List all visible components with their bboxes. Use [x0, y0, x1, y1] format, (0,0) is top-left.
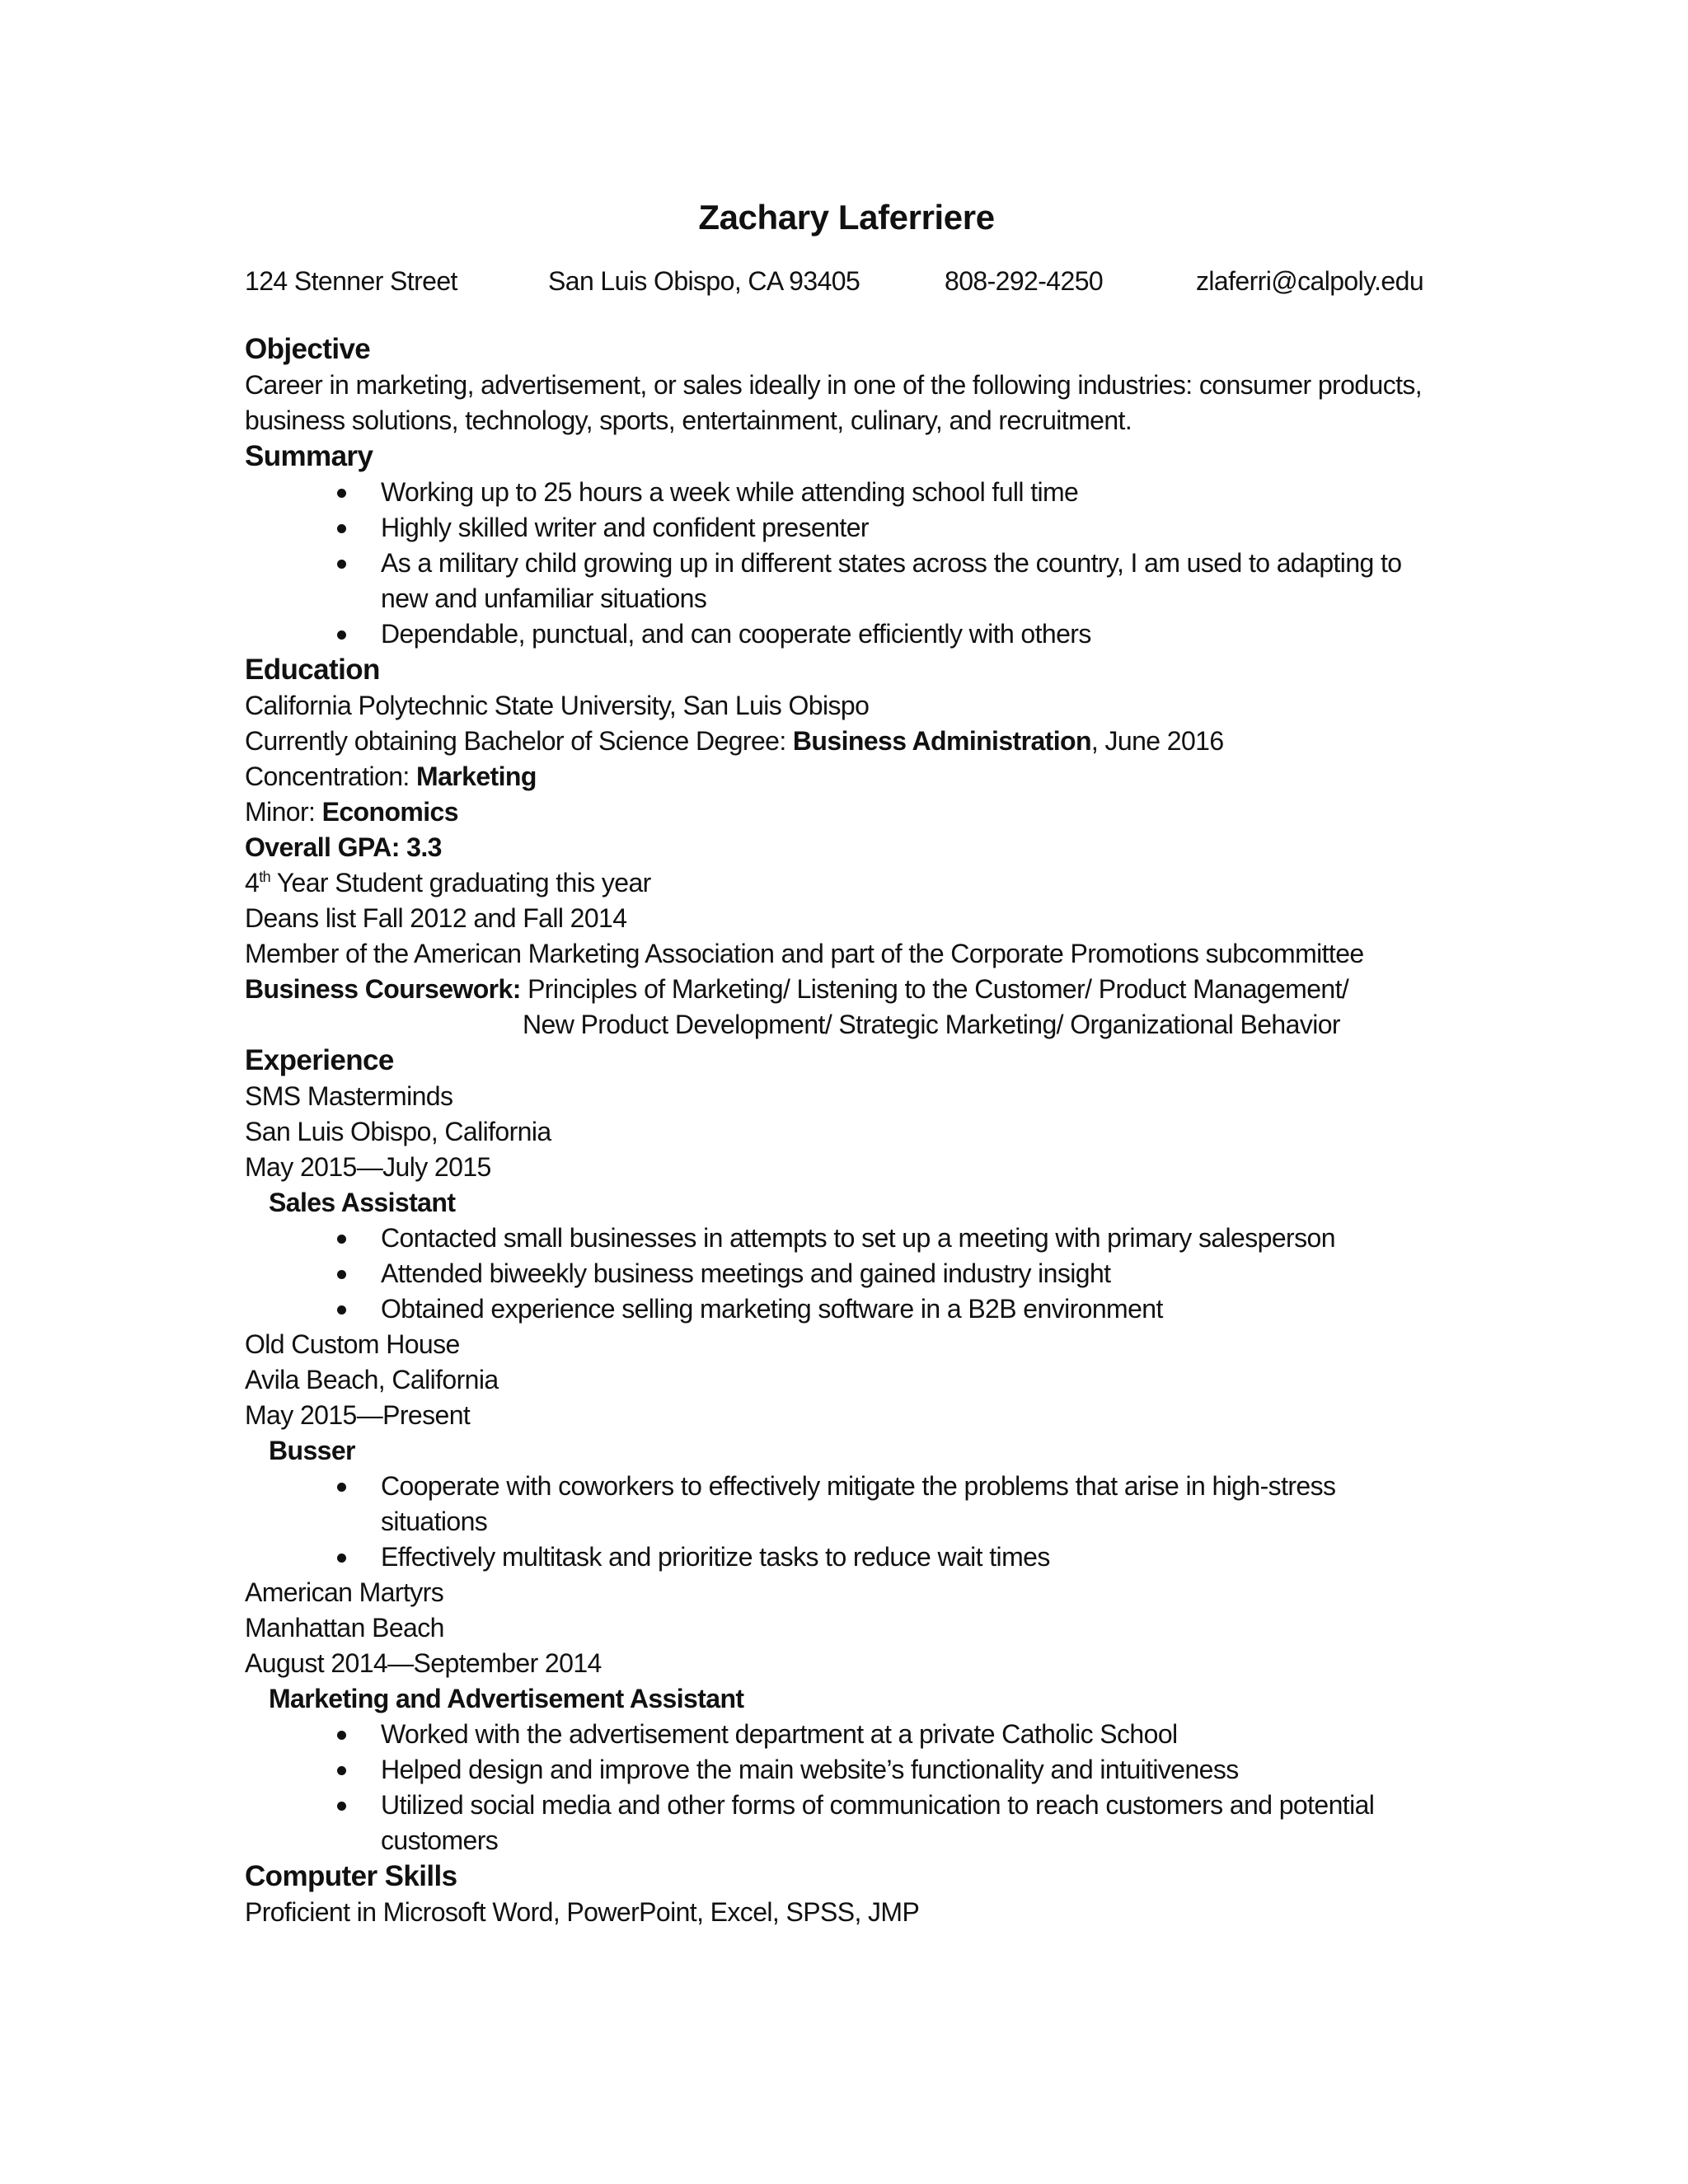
- education-section: [245, 652, 1448, 1043]
- job-duty-text: Effectively multitask and prioritize tasks to reduce wait times: [381, 1542, 1050, 1572]
- summary-item: [381, 475, 1448, 510]
- skills-heading: Computer Skills: [245, 1860, 457, 1892]
- degree-major: Business Administration: [792, 726, 1091, 756]
- education-minor: [245, 794, 1448, 830]
- experience-section: [245, 1043, 1448, 1858]
- bullet-icon: [337, 1235, 346, 1244]
- job-role: Marketing and Advertisement Assistant: [269, 1684, 744, 1713]
- contact-phone: 808-292-4250: [945, 266, 1104, 296]
- job-duty: [381, 1540, 1448, 1575]
- bullet-icon: [337, 524, 346, 533]
- job-duties: [245, 1469, 1448, 1575]
- education-coursework: [245, 972, 1448, 1007]
- bullet-icon: [337, 1554, 346, 1563]
- education-concentration: [245, 759, 1448, 794]
- job-duty: [381, 1469, 1448, 1540]
- skills-section: [245, 1858, 1448, 1930]
- job-duties: [245, 1717, 1448, 1858]
- job-company: SMS Masterminds: [245, 1081, 453, 1111]
- job-duty-text: Attended biweekly business meetings and gained industry insight: [381, 1258, 1111, 1288]
- job-dates: May 2015—Present: [245, 1400, 471, 1430]
- bullet-icon: [337, 630, 346, 640]
- skills-text: Proficient in Microsoft Word, PowerPoint, Excel, SPSS, JMP: [245, 1897, 920, 1927]
- bullet-icon: [337, 489, 346, 498]
- bullet-icon: [337, 1766, 346, 1775]
- bullet-icon: [337, 1483, 346, 1492]
- job-duty-text: Utilized social media and other forms of communication to reach customers and potential customers: [381, 1790, 1375, 1855]
- experience-heading: Experience: [245, 1044, 394, 1076]
- contact-line: [245, 264, 1448, 302]
- summary-item: [381, 616, 1448, 652]
- summary-item: [381, 546, 1448, 616]
- summary-section: [245, 438, 1448, 652]
- objective-text: Career in marketing, advertisement, or sales ideally in one of the following industries: consumer products, business solutions, technology, sports, entertainment, culinary, and recruitment.: [245, 370, 1423, 435]
- job-duty-text: Contacted small businesses in attempts to set up a meeting with primary salesperson: [381, 1223, 1335, 1253]
- job-location: San Luis Obispo, California: [245, 1117, 551, 1146]
- objective-heading: Objective: [245, 333, 371, 365]
- summary-list: [245, 475, 1448, 652]
- contact-address: 124 Stenner Street: [245, 266, 457, 296]
- bullet-icon: [337, 1305, 346, 1315]
- job-entry: [245, 1079, 1448, 1327]
- bullet-icon: [337, 1270, 346, 1279]
- summary-heading: Summary: [245, 440, 373, 472]
- job-dates: May 2015—July 2015: [245, 1152, 491, 1182]
- summary-item-text: Dependable, punctual, and can cooperate efficiently with others: [381, 619, 1091, 649]
- education-year: [245, 865, 1448, 901]
- job-location: Manhattan Beach: [245, 1613, 444, 1643]
- education-membership: Member of the American Marketing Association and part of the Corporate Promotions subcommittee: [245, 939, 1364, 968]
- summary-item: [381, 510, 1448, 546]
- summary-item-text: Highly skilled writer and confident presenter: [381, 513, 869, 542]
- summary-item-text: Working up to 25 hours a week while attending school full time: [381, 477, 1079, 507]
- resume-document: [245, 194, 1448, 1930]
- job-duty: [381, 1752, 1448, 1788]
- education-gpa: Overall GPA: 3.3: [245, 832, 442, 862]
- year-number: 4: [245, 868, 260, 898]
- job-role: Sales Assistant: [269, 1188, 456, 1217]
- job-company: Old Custom House: [245, 1329, 460, 1359]
- job-duties: [245, 1221, 1448, 1327]
- job-duty: [381, 1717, 1448, 1752]
- bullet-icon: [337, 1731, 346, 1740]
- contact-city: San Luis Obispo, CA 93405: [548, 266, 860, 296]
- job-duty-text: Worked with the advertisement department at a private Catholic School: [381, 1719, 1178, 1749]
- job-duty-text: Cooperate with coworkers to effectively mitigate the problems that arise in high-stress situations: [381, 1471, 1336, 1536]
- degree-prefix: Currently obtaining Bachelor of Science Degree:: [245, 726, 793, 756]
- contact-email: zlaferri@calpoly.edu: [1196, 266, 1424, 296]
- concentration-value: Marketing: [416, 762, 537, 791]
- coursework-line-1: Principles of Marketing/ Listening to the Customer/ Product Management/: [528, 974, 1349, 1004]
- education-deans-list: Deans list Fall 2012 and Fall 2014: [245, 903, 627, 933]
- job-duty: [381, 1256, 1448, 1291]
- job-duty: [381, 1221, 1448, 1256]
- job-location: Avila Beach, California: [245, 1365, 499, 1394]
- summary-item-text: As a military child growing up in different states across the country, I am used to adapting to new and unfamiliar situations: [381, 548, 1402, 613]
- job-duty-text: Obtained experience selling marketing software in a B2B environment: [381, 1294, 1163, 1324]
- job-duty-text: Helped design and improve the main website’s functionality and intuitiveness: [381, 1755, 1239, 1784]
- candidate-name: Zachary Laferriere: [698, 198, 995, 237]
- bullet-icon: [337, 560, 346, 569]
- concentration-label: Concentration:: [245, 762, 417, 791]
- minor-label: Minor:: [245, 797, 322, 827]
- education-degree: [245, 724, 1448, 759]
- education-school: California Polytechnic State University, San Luis Obispo: [245, 691, 870, 720]
- job-dates: August 2014—September 2014: [245, 1648, 602, 1678]
- coursework-label: Business Coursework:: [245, 974, 528, 1004]
- objective-section: [245, 331, 1448, 438]
- job-role: Busser: [269, 1436, 355, 1465]
- job-entry: [245, 1575, 1448, 1858]
- year-superscript: th: [259, 869, 271, 885]
- education-heading: Education: [245, 654, 380, 686]
- degree-suffix: , June 2016: [1090, 726, 1224, 756]
- coursework-line-2: New Product Development/ Strategic Marketing/ Organizational Behavior: [523, 1010, 1340, 1039]
- bullet-icon: [337, 1802, 346, 1811]
- job-duty: [381, 1788, 1448, 1858]
- job-company: American Martyrs: [245, 1577, 444, 1607]
- job-entry: [245, 1327, 1448, 1575]
- year-rest: Year Student graduating this year: [270, 868, 651, 898]
- job-duty: [381, 1291, 1448, 1327]
- minor-value: Economics: [321, 797, 458, 827]
